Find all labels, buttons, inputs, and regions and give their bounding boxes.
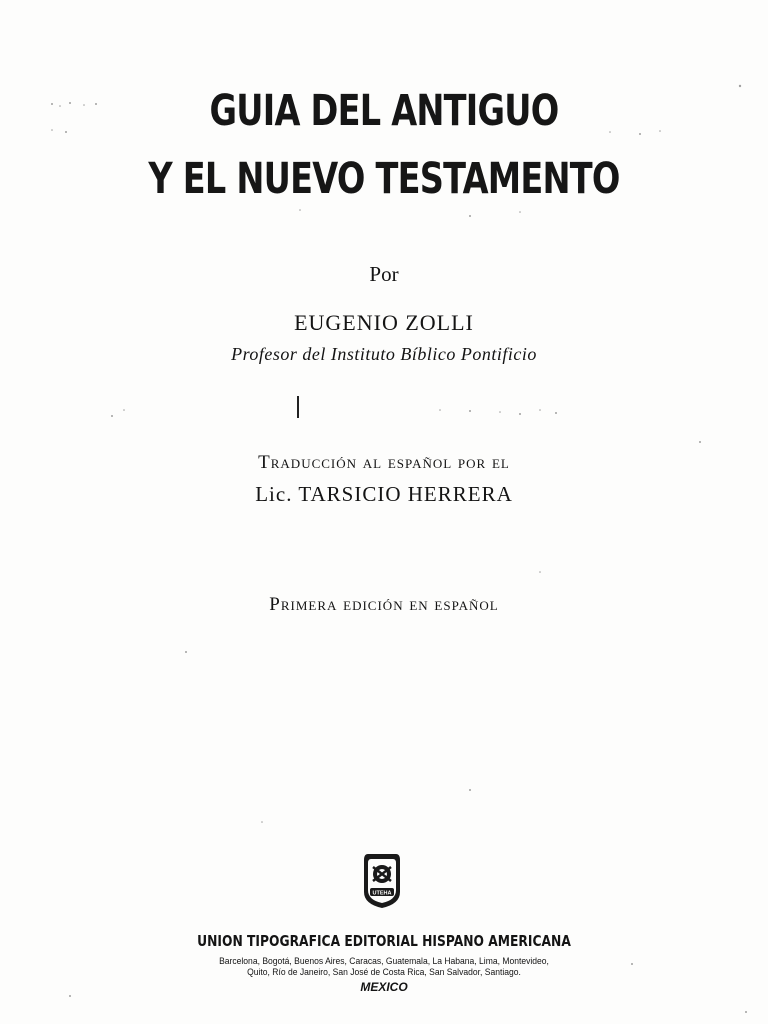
by-label: Por (369, 262, 399, 286)
publisher-name: UNION TIPOGRAFICA EDITORIAL HISPANO AMERICANA (197, 932, 571, 950)
title-line-2: Y EL NUEVO TESTAMENTO (148, 154, 620, 204)
translator-name: Lic. TARSICIO HERRERA (255, 482, 513, 506)
edition-statement: Primera edición en español (269, 594, 499, 615)
publisher-country: MEXICO (360, 980, 408, 994)
publisher-cities-line-1: Barcelona, Bogotá, Buenos Aires, Caracas, Guatemala, La Habana, Lima, Montevideo, (219, 956, 549, 966)
publisher-cities-line-2: Quito, Río de Janeiro, San José de Costa Rica, San Salvador, Santiago. (247, 967, 521, 977)
translation-label: Traducción al español por el (258, 452, 510, 473)
title-line-1: GUIA DEL ANTIGUO (209, 86, 559, 136)
uteha-emblem-icon (362, 850, 402, 910)
author-affiliation: Profesor del Instituto Bíblico Pontificio (231, 344, 537, 364)
author-name: EUGENIO ZOLLI (294, 310, 474, 335)
logo-text: UTEHA (372, 890, 392, 897)
vertical-mark (297, 396, 299, 418)
